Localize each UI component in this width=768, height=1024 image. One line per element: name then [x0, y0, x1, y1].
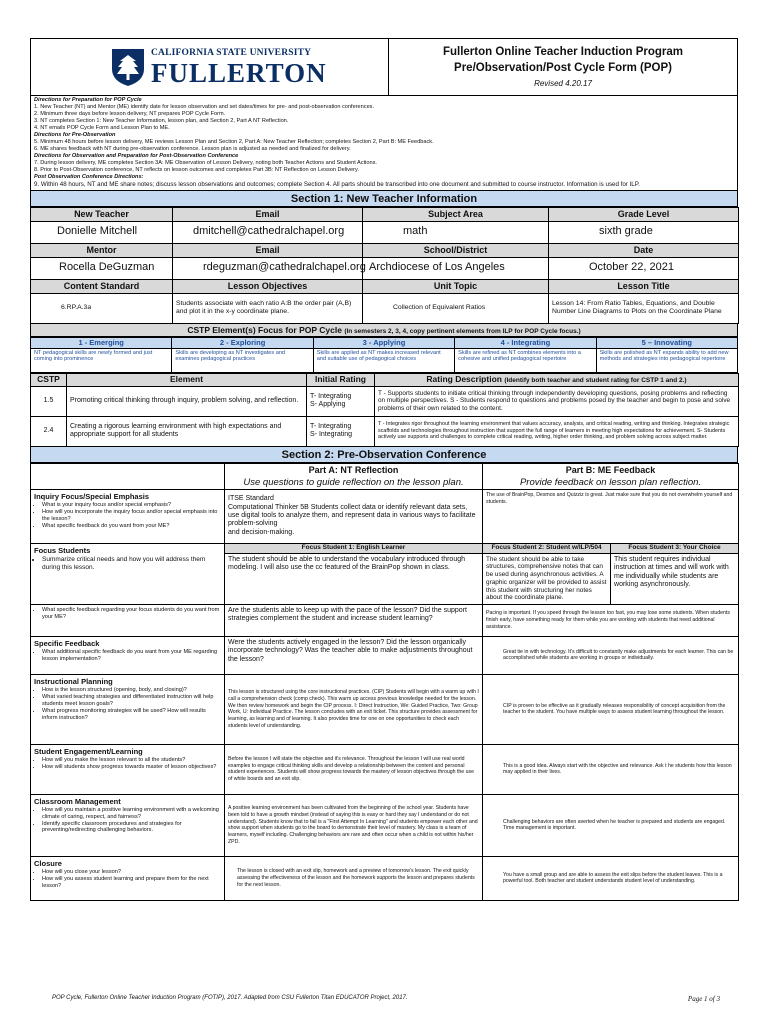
section1-title: Section 1: New Teacher Information — [30, 191, 738, 207]
inquiry-focus-me-feedback[interactable]: The use of BrainPop, Desmos and Quizziz is great. Just make sure that you do not overwhelm yourself and students. — [483, 489, 739, 543]
date-value[interactable]: October 22, 2021 — [549, 257, 739, 279]
specific-feedback-title: Specific Feedback — [34, 638, 100, 648]
closure-me-feedback[interactable]: You have a small group and are able to assess the exit slips before the student leaves. This is a powerful tool. Both teacher and student understands student level of understanding. — [483, 856, 739, 900]
prompt-bullet: • What additional specific feedback do you want from your ME regarding lesson implementation? — [42, 649, 221, 662]
level-integrating: 4 - Integrating — [455, 337, 596, 348]
focus-student-3-notes[interactable]: This student requires individual instruction at times and will work with me individually while students are working asynchronously. — [611, 553, 739, 604]
cstp-rating-table — [30, 373, 739, 447]
cstp-focus-note: (In semesters 2, 3, 4, copy pertinent elements from ILP for POP Cycle focus.) — [344, 327, 581, 335]
subject-area-value[interactable]: math — [363, 221, 549, 243]
direction-item: 1. New Teacher (NT) and Mentor (ME) identify date for lesson observation and set dates/times for pre- and post-observation conferences. — [34, 103, 375, 110]
prompt-bullet: • What specific feedback regarding your focus students do you want from your ME? — [42, 607, 221, 620]
focus-students-prompt — [31, 543, 225, 604]
corner-cell — [31, 463, 225, 489]
mentor-email-value[interactable]: rdeguzman@cathedralchapel.org — [173, 257, 363, 279]
closure-title: Closure — [34, 858, 62, 868]
part-b-subtitle: Provide feedback on lesson plan reflection. — [519, 477, 702, 489]
new-teacher-label: New Teacher — [31, 207, 173, 221]
level-exploring: 2 - Exploring — [172, 337, 313, 348]
direction-item: 2. Minimum three days before lesson delivery, NT prepares POP Cycle Form. — [34, 110, 226, 117]
instructional-planning-nt-reflection[interactable]: This lesson is structured using the core instructional practices. (CIP) Students will begin with a warm up with I call a comprehension check (comp check). This warm up access previous knowledge needed for the lesson. We then review homework and begin the CIP process. I: Direct Instruction, We: Guided Practice, Two: Group Work, U: Individual Practice. The lesson concludes with an exit ticket. This structure provides assessment for learning, as learning and of learning. It also provides time for one on one opportunities to check each students level of understanding. — [225, 674, 483, 744]
specific-feedback-prompt — [31, 636, 225, 674]
date-label: Date — [549, 243, 739, 257]
cstp-initial-rating[interactable]: T- Integrating S- Applying — [307, 386, 375, 416]
rating-levels-table — [30, 337, 738, 373]
instructional-planning-prompt — [31, 674, 225, 744]
lesson-objectives-value[interactable]: Students associate with each ratio A:B the order pair (A,B) and plot it in the x-y coordinate plane. — [173, 293, 363, 323]
part-a-title: Part A: NT Reflection — [308, 464, 399, 475]
level-innovating: 5 – Innovating — [596, 337, 737, 348]
form-title: Pre/Observation/Post Cycle Form (POP) — [454, 61, 672, 74]
directions-heading: Directions for Observation and Preparation for Post-Observation Conference — [34, 152, 239, 159]
element-col-header: Element — [67, 373, 307, 386]
prompt-bullet: • What varied teaching strategies and differentiated instruction will help students meet lesson goals? — [42, 694, 221, 707]
prompt-bullet: • What is your inquiry focus and/or special emphasis? — [42, 502, 221, 509]
direction-item: 4. NT emails POP Cycle Form and Lesson Plan to ME. — [34, 124, 170, 131]
part-a-subtitle: Use questions to guide reflection on the lesson plan. — [243, 477, 464, 489]
mentor-email-label: Email — [173, 243, 363, 257]
focus-feedback-me-feedback[interactable]: Pacing is important. If you speed through the lesson too fast, you may lose some students. When students finish early, have something ready for them while you are working with students that need additional assistance. — [483, 604, 739, 636]
mentor-label: Mentor — [31, 243, 173, 257]
focus-student-2-notes[interactable]: The student should be able to take structures, comprehensive notes that can be used during asynchronous activities. A graphic organizer will be provided to assist this student with structuring her notes about the coordinate plane. — [483, 553, 611, 604]
unit-topic-label: Unit Topic — [363, 279, 549, 293]
new-teacher-email-value[interactable]: dmitchell@cathedralchapel.org — [173, 221, 363, 243]
classroom-management-me-feedback[interactable]: Challenging behaviors are often averted when he teacher is prepared and students are engaged. Time management is important. — [483, 794, 739, 856]
classroom-management-title: Classroom Management — [34, 796, 121, 806]
directions-heading: Post Observation Conference Directions: — [34, 173, 144, 180]
content-standard-label: Content Standard — [31, 279, 173, 293]
school-district-value[interactable]: Archdiocese of Los Angeles — [363, 257, 549, 279]
cstp-focus-title — [30, 324, 738, 337]
university-system-name: CALIFORNIA STATE UNIVERSITY — [151, 48, 312, 59]
prompt-bullet: • How will you close your lesson? — [42, 869, 221, 876]
section2-title: Section 2: Pre-Observation Conference — [30, 447, 738, 463]
level-exploring-desc: Skills are developing as NT investigates and examines pedagogical practices — [172, 348, 313, 372]
form-title-box — [389, 39, 737, 95]
pre-observation-table — [30, 463, 739, 901]
program-title: Fullerton Online Teacher Induction Program — [442, 45, 684, 58]
focus-student-1-notes[interactable]: The student should be able to understand the vocabulary introduced through modeling. I will also use the cc featured of the BrainPop shown in class. — [225, 553, 483, 604]
prompt-bullet: • How will students show progress towards master of lesson objectives? — [42, 764, 221, 771]
university-seal-icon — [109, 47, 147, 87]
form-header — [30, 38, 738, 96]
lesson-title-label: Lesson Title — [549, 279, 739, 293]
page-number: Page 1 of 3 — [687, 995, 720, 1003]
level-applying-desc: Skills are applied as NT makes increased relevant and suitable use of pedagogical choices — [313, 348, 454, 372]
page-footer — [52, 995, 720, 1003]
rating-description-note: (Identify both teacher and student rating for CSTP 1 and 2.) — [504, 377, 687, 385]
grade-level-value[interactable]: sixth grade — [549, 221, 739, 243]
cstp-element[interactable]: Creating a rigorous learning environment with high expectations and appropriate support for all students — [67, 416, 307, 446]
direction-item: 5. Minimum 48 hours before lesson delivery, ME reviews Lesson Plan and Section 2, Part A: New Teacher Reflection; completes Section 2, Part B: ME Feedback. — [34, 138, 434, 145]
prompt-bullet: • How will you assess student learning and prepare them for the next lesson? — [42, 876, 221, 889]
teacher-info-table — [30, 207, 739, 324]
direction-item: 3. NT completes Section 1: New Teacher Information, lesson plan, and Section 2, Part A NT Reflection. — [34, 117, 289, 124]
prompt-bullet: • How will you maintain a positive learning environment with a welcoming climate of caring, respect, and fairness? — [42, 807, 221, 820]
part-a-header — [225, 463, 483, 489]
cstp-number: 1.5 — [31, 386, 67, 416]
revision-date: Revised 4.20.17 — [534, 78, 592, 88]
focus-student-3-header: Focus Student 3: Your Choice — [611, 543, 739, 553]
closure-prompt — [31, 856, 225, 900]
focus-student-1-header: Focus Student 1: English Learner — [225, 543, 483, 553]
cstp-initial-rating[interactable]: T- Integrating S- Integrating — [307, 416, 375, 446]
prompt-bullet: • How will you incorporate the inquiry focus and/or special emphasis into the lesson? — [42, 509, 221, 522]
classroom-management-prompt — [31, 794, 225, 856]
instructional-planning-title: Instructional Planning — [34, 676, 113, 686]
mentor-value[interactable]: Rocella DeGuzman — [31, 257, 173, 279]
level-innovating-desc: Skills are polished as NT expands ability to add new methods and strategies into pedagogical repertoire — [596, 348, 737, 372]
university-logo — [31, 39, 389, 95]
part-b-header — [483, 463, 739, 489]
inquiry-focus-prompt — [31, 489, 225, 543]
direction-item: 7. During lesson delivery, ME completes Section 3A: ME Observation of Lesson Delivery, noting both Teacher Actions and Student Actions. — [34, 159, 377, 166]
direction-item: 8. Prior to Post-Observation conference, NT reflects on lesson outcomes and completes Part 3B: NT Reflection on Lesson Delivery. — [34, 166, 359, 173]
closure-nt-reflection[interactable]: The lesson is closed with an exit slip, homework and a preview of tomorrow's lesson. The exit quickly assessing the effectiveness of the lesson and the homework supports the lesson and prepares students for the next lesson. — [225, 856, 483, 900]
subject-area-label: Subject Area — [363, 207, 549, 221]
cstp-focus-heading: CSTP Element(s) Focus for POP Cycle — [187, 324, 342, 335]
cstp-element[interactable]: Promoting critical thinking through inquiry, problem solving, and reflection. — [67, 386, 307, 416]
level-applying: 3 - Applying — [313, 337, 454, 348]
classroom-management-nt-reflection[interactable]: A positive learning environment has been cultivated from the beginning of the school year. Students have been told to have a growth mindset (instead of saying this is easy or hard they say I understand or do not understand). Students know that to fail is a "First Attempt In Learning" and students empower each other and show support when students go to the board to demonstrate their level of mastery. My class is a team of learners, myself including. Challenging behaviors are rare and often occur when a child is not within his/her ZPD. — [225, 794, 483, 856]
cstp-number: 2.4 — [31, 416, 67, 446]
instructional-planning-me-feedback[interactable]: CIP is proven to be effective as it gradually releases responsibility of concept acquisition from the teacher to the student. You have multiple ways to assess student learning throughout the lesson. — [483, 674, 739, 744]
focus-students-title: Focus Students — [34, 545, 91, 555]
student-engagement-prompt — [31, 744, 225, 794]
rating-description-col-header — [375, 373, 739, 386]
prompt-bullet: • Summarize critical needs and how you will address them during this lesson. — [42, 556, 221, 572]
cstp-rating-description[interactable]: T - Supports students to initiate critical thinking through independently developing questions, posing problems and reflecting on multiple perspectives. S - Students respond to questions and problems posed by the teacher and begin to pose and solve problems of their own related to the content. — [375, 386, 739, 416]
part-b-title: Part B: ME Feedback — [565, 464, 656, 475]
lesson-title-value[interactable]: Lesson 14: From Ratio Tables, Equations, and Double Number Line Diagrams to Plots on the Coordinate Plane — [549, 293, 739, 323]
content-standard-value[interactable]: 6.RP.A.3a — [31, 293, 173, 323]
footer-citation: POP Cycle, Fullerton Online Teacher Induction Program (FOTIP), 2017. Adapted from CSU Fullerton Titan EDUCATOR Project, 2017. — [52, 995, 408, 1001]
lesson-objectives-label: Lesson Objectives — [173, 279, 363, 293]
focus-feedback-prompt — [31, 604, 225, 636]
student-engagement-title: Student Engagement/Learning — [34, 746, 143, 756]
directions-block — [30, 96, 738, 191]
university-name: FULLERTON — [151, 57, 327, 88]
prompt-bullet: • How will you make the lesson relevant to all the students? — [42, 757, 221, 764]
inquiry-focus-nt-reflection[interactable]: ITSE Standard Computational Thinker 5B Students collect data or identify relevant data sets, use digital tools to analyze them, and represent data in various ways to facilitate problem-solving and decision-making. — [225, 489, 483, 543]
unit-topic-value[interactable]: Collection of Equivalent Ratios — [363, 293, 549, 323]
directions-heading: Directions for Preparation for POP Cycle — [34, 97, 142, 103]
cstp-rating-description[interactable]: T - Integrates rigor throughout the learning environment that values accuracy, analysis, and critical reading, writing and thinking. Integrates strategic scaffolds and technologies throughout instruction that support the full range of learners in meeting high expectations for achievement. S- Students actively use supports and challenges to complete critical reading, writing, higher order thinking, and problem solving across subject matter. — [375, 416, 739, 446]
school-district-label: School/District — [363, 243, 549, 257]
level-emerging: 1 - Emerging — [31, 337, 172, 348]
email-label: Email — [173, 207, 363, 221]
level-integrating-desc: Skills are refined as NT combines elements into a cohesive and unified pedagogical repertoire — [455, 348, 596, 372]
new-teacher-value[interactable]: Donielle Mitchell — [31, 221, 173, 243]
student-engagement-me-feedback[interactable]: This is a good idea. Always start with the objective and relevance. Ask t he students how this lesson may applied in their lives. — [483, 744, 739, 794]
cstp-col-header: CSTP — [31, 373, 67, 386]
focus-feedback-nt-reflection[interactable]: Are the students able to keep up with the pace of the lesson? Did the support strategies complement the student and increase student learning? — [225, 604, 483, 636]
prompt-bullet: • What progress monitoring strategies will be used? How will results inform instruction? — [42, 708, 221, 721]
initial-rating-col-header: Initial Rating — [307, 373, 375, 386]
direction-item: 9. Within 48 hours, NT and ME share notes; discuss lesson observations and outcomes; complete Section 4. All parts should be transcribed into one document and submitted to course instructor. Information is used for ILP. — [34, 180, 640, 188]
prompt-bullet: • What specific feedback do you want from your ME? — [42, 523, 221, 530]
prompt-bullet: • Identify specific classroom procedures and strategies for preventing/redirecting challenging behaviors. — [42, 821, 221, 834]
level-emerging-desc: NT pedagogical skills are newly formed and just coming into prominence — [31, 348, 172, 372]
pop-form-page — [30, 38, 738, 901]
grade-level-label: Grade Level — [549, 207, 739, 221]
focus-student-2-header: Focus Student 2: Student w/ILP/504 — [483, 543, 611, 553]
prompt-bullet: • How is the lesson structured (opening, body, and closing)? — [42, 687, 221, 694]
student-engagement-nt-reflection[interactable]: Before the lesson I will state the objective and it's relevance. Throughout the lesson I will use real world examples to engage critical thinking skills and develop a relationship between the content and personal student experiences. Students will show progress towards the mastery of lesson objectives through the use of white boards and an exit slip. — [225, 744, 483, 794]
rating-description-label: Rating Description — [426, 374, 502, 385]
specific-feedback-nt-reflection[interactable]: Were the students actively engaged in the lesson? Did the lesson organically incorporate technology? Was the teacher able to make adjustments throughout the lesson? — [225, 636, 483, 674]
specific-feedback-me-feedback[interactable]: Great tie in with technology. It's difficult to constantly make adjustments for each learner. This can be accomplished while students are working in groups or individually. — [483, 636, 739, 674]
inquiry-focus-title: Inquiry Focus/Special Emphasis — [34, 491, 150, 501]
directions-heading: Directions for Pre-Observation — [34, 131, 116, 138]
direction-item: 6. ME shares feedback with NT during pre-observation conference. Lesson plan is adjusted as needed and finalized for delivery. — [34, 145, 351, 152]
